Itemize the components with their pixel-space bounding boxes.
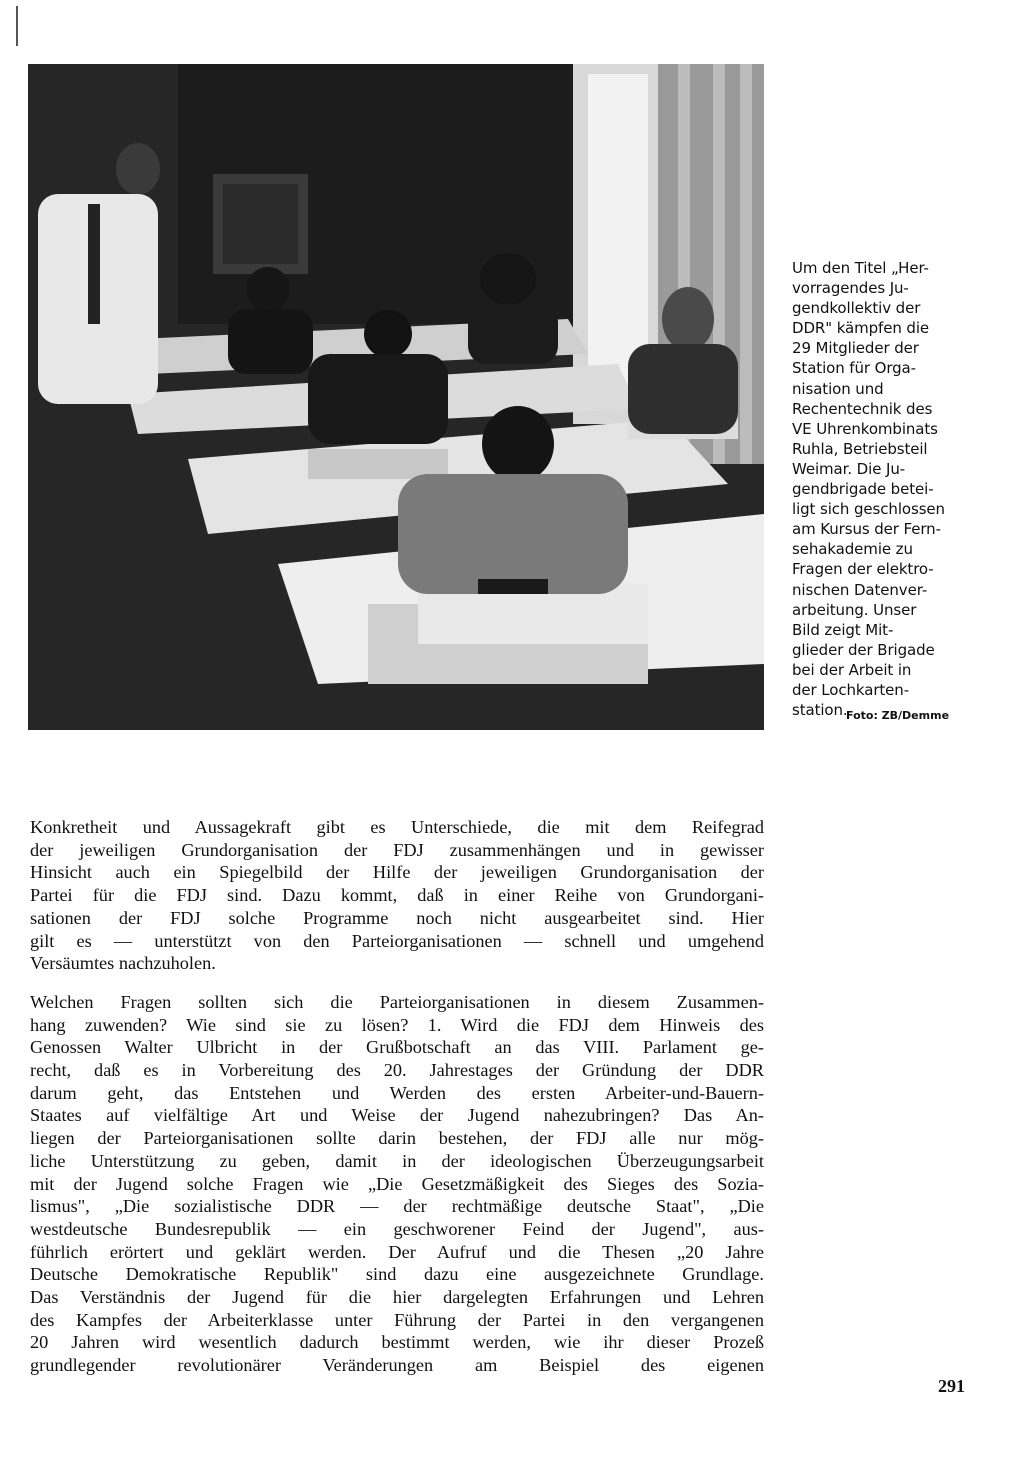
caption-line: ligt sich geschlossen [792, 500, 945, 519]
text-line: Partei für die FDJ sind. Dazu kommt, daß in einer Reihe von Grundorgani- [30, 885, 764, 906]
text-line: grundlegender revolutionärer Veränderungen am Beispiel des eigenen [30, 1355, 764, 1376]
text-line: sationen der FDJ solche Programme noch nicht ausgearbeitet sind. Hier [30, 907, 764, 928]
caption-line: DDR" kämpfen die [792, 319, 930, 338]
caption-line: Um den Titel „Her- [792, 259, 929, 277]
caption-line: station. [792, 701, 848, 720]
caption-line: am Kursus der Fern- [792, 520, 941, 539]
text-line: darum geht, das Entstehen und Werden des ersten Arbeiter-und-Bauern- [30, 1082, 764, 1103]
caption-line: glieder der Brigade [792, 640, 935, 659]
caption-line: Fragen der elektro- [792, 560, 934, 579]
text-line: der jeweiligen Grundorganisation der FDJ zusammenhängen und in gewisser [30, 839, 764, 860]
paragraph-2 [30, 991, 764, 1377]
caption-line: Station für Orga- [792, 359, 916, 378]
caption-line: vorragendes Ju- [792, 279, 909, 298]
caption-line: Weimar. Die Ju- [792, 459, 906, 478]
text-line: liche Unterstützung zu geben, damit in der ideologischen Überzeugungsarbeit [30, 1150, 764, 1171]
caption-line: VE Uhrenkombinats [792, 419, 938, 438]
page-number: 291 [938, 1376, 965, 1396]
text-line: Konkretheit und Aussagekraft gibt es Unterschiede, die mit dem Reifegrad [30, 817, 764, 837]
text-line: lismus", „Die sozialistische DDR — der rechtmäßige deutsche Staat", „Die [30, 1196, 764, 1217]
caption-line: nisation und [792, 379, 884, 398]
text-line: Genossen Walter Ulbricht in der Grußbotschaft an das VIII. Parlament ge- [30, 1037, 764, 1058]
caption-line: arbeitung. Unser [792, 600, 917, 619]
scan-mark [16, 6, 18, 46]
caption-line: nischen Datenver- [792, 580, 928, 599]
article-body [30, 816, 764, 1377]
text-line: Das Verständnis der Jugend für die hier dargelegten Erfahrungen und Lehren [30, 1287, 764, 1308]
text-line: 20 Jahren wird wesentlich dadurch bestimmt werden, wie ihr dieser Prozeß [30, 1332, 764, 1353]
caption-line: Bild zeigt Mit- [792, 620, 894, 639]
text-line: mit der Jugend solche Fragen wie „Die Gesetzmäßigkeit des Sieges des Sozia- [30, 1173, 764, 1194]
caption-line: 29 Mitglieder der [792, 339, 919, 358]
caption-line: Ruhla, Betriebsteil [792, 439, 928, 458]
text-line: Welchen Fragen sollten sich die Parteiorganisationen in diesem Zusammen- [30, 991, 764, 1012]
text-line: gilt es — unterstützt von den Parteiorganisationen — schnell und umgehend [30, 930, 764, 951]
paragraph-1 [30, 816, 764, 975]
caption-line: sehakademie zu [792, 540, 913, 559]
caption-line: gendbrigade betei- [792, 480, 934, 499]
caption-line: der Lochkarten- [792, 680, 910, 699]
text-line: liegen der Parteiorganisationen sollte darin bestehen, der FDJ alle nur mög- [30, 1128, 764, 1149]
photo-illustration [28, 64, 764, 730]
photo-credit: Foto: ZB/Demme [846, 709, 950, 722]
caption-line: gendkollektiv der [792, 299, 921, 318]
caption-line: Rechentechnik des [792, 399, 933, 418]
caption-line: bei der Arbeit in [792, 660, 912, 679]
text-line: Versäumtes nachzuholen. [30, 953, 216, 974]
text-line: Deutsche Demokratische Republik" sind dazu eine ausgezeichnete Grundlage. [30, 1264, 764, 1285]
text-line: des Kampfes der Arbeiterklasse unter Führung der Partei in den vergangenen [30, 1309, 764, 1330]
text-line: hang zuwenden? Wie sind sie zu lösen? 1. Wird die FDJ dem Hinweis des [30, 1014, 764, 1035]
text-line: führlich erörtert und geklärt werden. Der Aufruf und die Thesen „20 Jahre [30, 1241, 764, 1262]
text-line: Staates auf vielfältige Art und Weise der Jugend nahezubringen? Das An- [30, 1105, 764, 1126]
text-line: recht, daß es in Vorbereitung des 20. Jahrestages der Gründung der DDR [30, 1060, 764, 1081]
photo-punch-card-station [28, 64, 764, 730]
text-line: Hinsicht auch ein Spiegelbild der Hilfe der jeweiligen Grundorganisation der [30, 862, 764, 883]
text-line: westdeutsche Bundesrepublik — ein geschworener Feind der Jugend", aus- [30, 1218, 764, 1239]
photo-caption [792, 258, 982, 720]
